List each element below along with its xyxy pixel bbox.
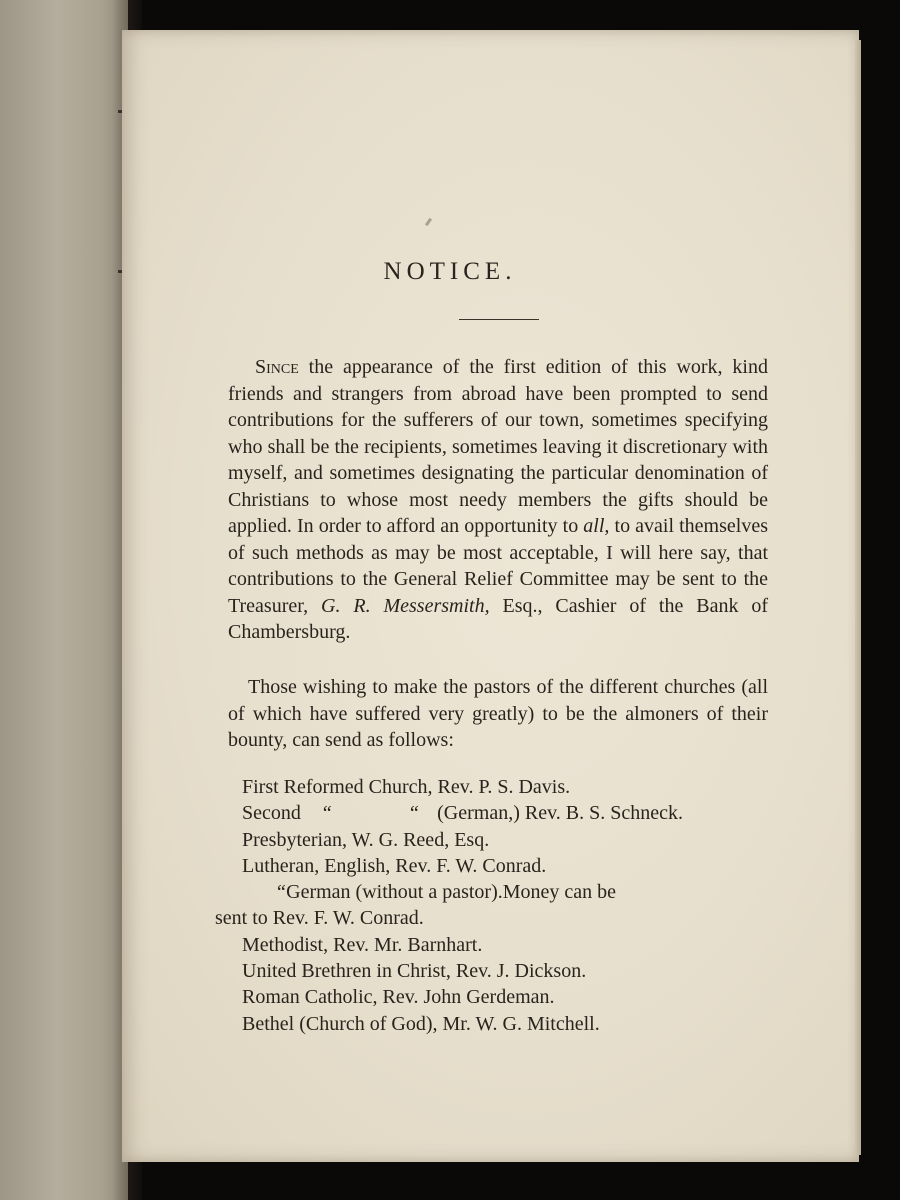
list-item-text: German (without a pastor). xyxy=(286,881,503,904)
treasurer-name: G. R. Messersmith, xyxy=(321,594,490,617)
list-item: Bethel (Church of God), Mr. W. G. Mitchell. xyxy=(242,1012,600,1035)
book-cover-edge xyxy=(0,0,128,1200)
list-item xyxy=(215,800,770,826)
list-item: United Brethren in Christ, Rev. J. Dickson. xyxy=(242,960,587,983)
list-item-text: Money can be xyxy=(502,881,617,904)
heading-rule xyxy=(459,319,539,320)
emphasis-all: all, xyxy=(583,515,610,537)
list-item-text: Second xyxy=(242,802,301,825)
page-stack-edge xyxy=(855,40,861,1155)
list-item: sent to Rev. F. W. Conrad. xyxy=(215,907,424,930)
church-list xyxy=(215,774,770,1037)
paragraph-text: Esq., Cashier of the Bank of Chambersburg. xyxy=(228,594,769,643)
page-heading: NOTICE. xyxy=(383,258,517,285)
ditto-mark: “ xyxy=(408,802,420,825)
ditto-mark: “ xyxy=(320,802,333,825)
list-item xyxy=(215,879,770,905)
lead-word: Since xyxy=(255,356,299,378)
ditto-mark: “ xyxy=(275,881,287,904)
paragraph-text: the appearance of the first edition of this work, kind friends and strangers from abroad have been prompted to send contributions for the sufferers of our town, sometimes specifying who shall be the recipients, sometimes leaving it discretionary with myself, and sometimes designating the particular denomination of Christians to whose most needy members the gifts should be applied. In order to afford an opportunity to xyxy=(228,356,768,537)
paragraph-text: to avail themselves of such methods as may be most acceptable, I will here say, that contributions to the General Relief Committee may be sent to the Treasurer, xyxy=(228,515,768,617)
list-item: Presbyterian, W. G. Reed, Esq. xyxy=(242,828,490,851)
notice-paragraph-1 xyxy=(228,354,768,646)
list-item-text: (German,) Rev. B. S. Schneck. xyxy=(437,802,684,825)
list-item: Methodist, Rev. Mr. Barnhart. xyxy=(242,933,483,956)
list-item: Lutheran, English, Rev. F. W. Conrad. xyxy=(242,854,547,877)
list-item: First Reformed Church, Rev. P. S. Davis. xyxy=(242,776,571,798)
list-item: Roman Catholic, Rev. John Gerdeman. xyxy=(242,986,555,1009)
notice-paragraph-2: Those wishing to make the pastors of the different churches (all of which have suffered very greatly) to be the almoners of their bounty, can send as follows: xyxy=(228,676,768,751)
